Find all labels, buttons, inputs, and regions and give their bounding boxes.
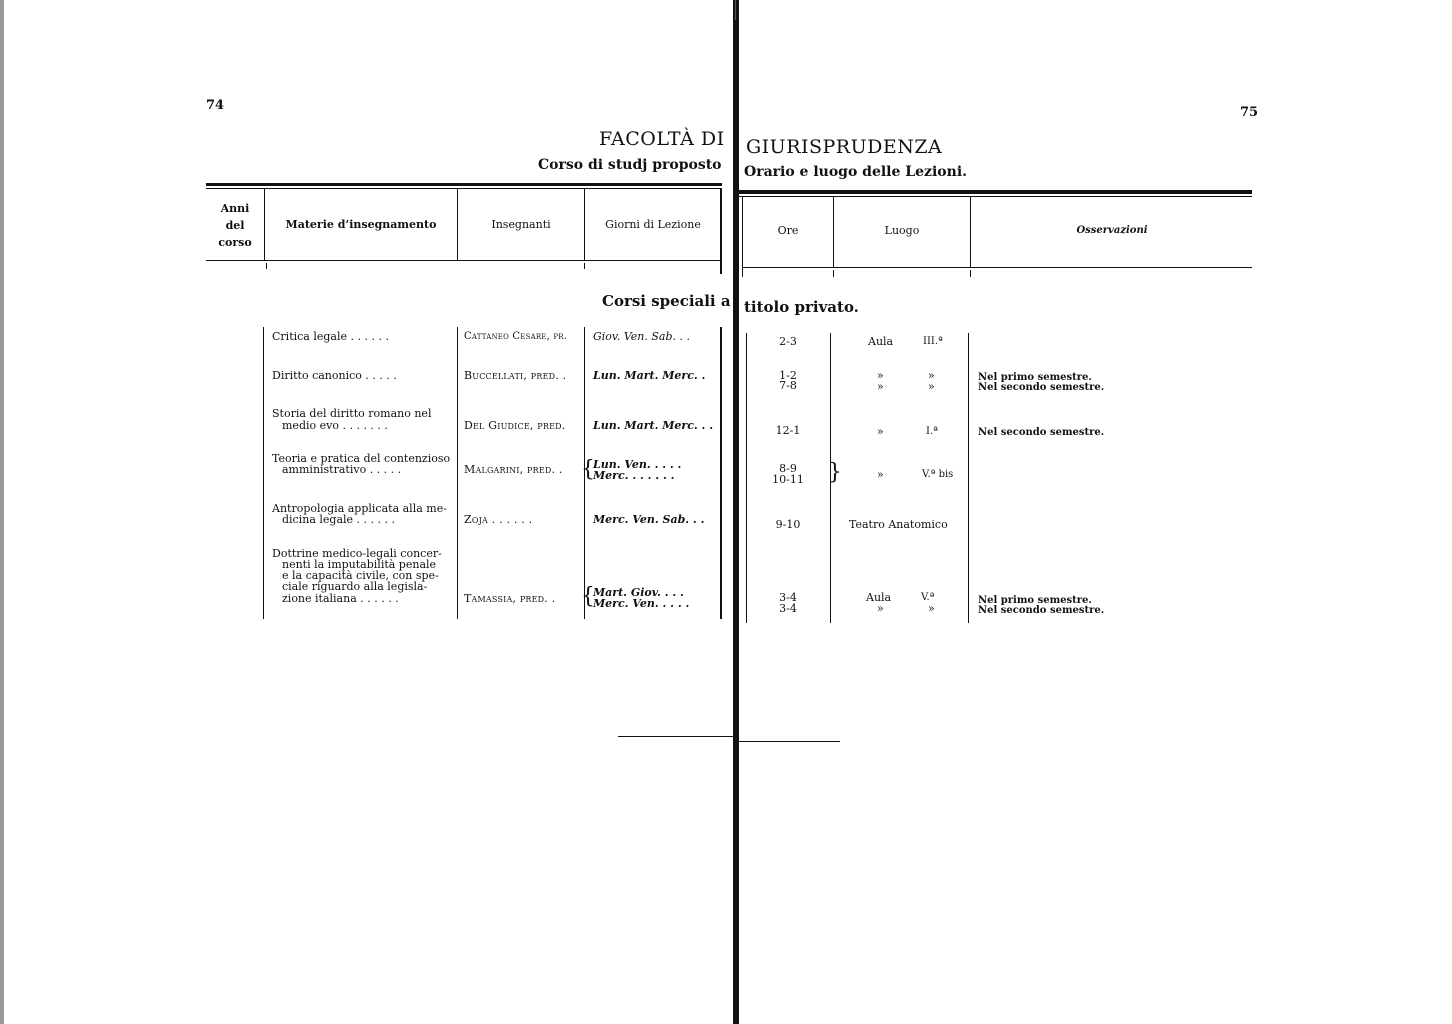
row-materia: Diritto canonico . . . . . [272, 369, 397, 382]
title-right: GIURISPRUDENZA [746, 136, 943, 158]
row-materia: Critica legale . . . . . . [272, 330, 389, 343]
row-materia: Antropologia applicata alla me- [272, 502, 447, 515]
row-osservazioni: Nel primo semestre. [978, 372, 1092, 383]
row-luogo: Teatro Anatomico [849, 518, 948, 531]
header-osservazioni: Osservazioni [1076, 225, 1148, 236]
title-left: FACOLTÀ DI [599, 128, 725, 150]
row-materia: nenti la imputabilità penale [282, 558, 437, 571]
header-bottom-rule-right [742, 267, 1252, 268]
subtitle-left: Corso di studj proposto [538, 157, 722, 173]
header-anni-line: del [225, 219, 245, 232]
row-ore: 3-4 [779, 591, 797, 604]
page-number-left: 74 [206, 98, 225, 113]
row-insegnante: Tamassia, pred. . [464, 592, 556, 605]
row-materia: dicina legale . . . . . . [282, 513, 395, 526]
body-col-sep [263, 327, 264, 619]
row-insegnante: Malgarini, pred. . [464, 463, 563, 476]
bottom-rule-left [618, 736, 736, 737]
row-materia: Storia del diritto romano nel [272, 407, 432, 420]
body-col-sep [746, 333, 747, 623]
subtitle-right: Orario e luogo delle Lezioni. [744, 164, 968, 180]
header-anni [208, 200, 262, 251]
header-anni-line: Anni [220, 202, 250, 215]
col-sep [970, 197, 971, 267]
col-sep [457, 189, 458, 260]
row-giorni: Mart. Giov. . . . [593, 586, 684, 599]
row-ore: 2-3 [779, 335, 797, 348]
top-rule-thick-right [738, 190, 1252, 194]
row-giorni: Lun. Ven. . . . . [593, 458, 682, 471]
row-giorni: Giov. Ven. Sab. . . [593, 330, 690, 343]
row-giorni: Lun. Mart. Merc. . . [593, 419, 714, 432]
row-luogo: III.ª [923, 336, 943, 347]
top-rule-thin-left [206, 188, 722, 189]
row-giorni: Lun. Mart. Merc. . [593, 369, 706, 382]
body-col-sep [457, 327, 458, 619]
row-luogo: » [877, 369, 884, 382]
col-sep [742, 197, 743, 277]
tick [584, 263, 585, 269]
row-luogo: Aula [868, 335, 894, 348]
top-rule-thin-right [738, 196, 1252, 197]
bottom-rule-right [736, 741, 840, 742]
row-insegnante: Cattaneo Cesare, pr. [464, 331, 568, 342]
page-number-right: 75 [1240, 105, 1259, 120]
col-sep [720, 189, 722, 274]
row-materia: Dottrine medico-legali concer- [272, 547, 442, 560]
row-ore: 12-1 [775, 424, 801, 437]
brace: { [581, 584, 595, 609]
row-materia: medio evo . . . . . . . [282, 419, 388, 432]
row-osservazioni: Nel secondo semestre. [978, 427, 1105, 438]
row-luogo: Aula [866, 591, 892, 604]
row-luogo: V.ª [921, 592, 935, 603]
row-luogo: » [877, 380, 884, 393]
tick [833, 270, 834, 277]
row-luogo: I.ª [926, 426, 938, 437]
header-luogo: Luogo [884, 224, 920, 237]
row-ore: 7-8 [779, 379, 797, 392]
row-ore: 10-11 [772, 473, 804, 486]
tick [970, 270, 971, 277]
col-sep [584, 189, 585, 260]
section-heading-right: titolo privato. [744, 298, 859, 316]
row-ore: 9-10 [775, 518, 801, 531]
body-col-sep [720, 327, 722, 619]
row-insegnante: Del Giudice, pred. [464, 419, 566, 432]
row-materia: Teoria e pratica del contenzioso [272, 452, 451, 465]
row-luogo: V.ª bis [922, 469, 954, 480]
row-ore: 1-2 [779, 369, 797, 382]
row-giorni: Merc. . . . . . . [593, 469, 675, 482]
header-insegnanti: Insegnanti [491, 218, 551, 231]
top-rule-thick-left [206, 183, 722, 186]
row-osservazioni: Nel secondo semestre. [978, 382, 1105, 393]
row-luogo: » [928, 602, 935, 615]
row-luogo: » [877, 468, 884, 481]
row-ore: 3-4 [779, 602, 797, 615]
header-bottom-rule-left [206, 260, 722, 261]
row-materia: e la capacità civile, con spe- [282, 569, 439, 582]
row-luogo: » [877, 602, 884, 615]
section-heading-left: Corsi speciali a [602, 292, 731, 310]
body-col-sep [968, 333, 969, 623]
header-giorni: Giorni di Lezione [605, 218, 701, 231]
tick [266, 263, 267, 269]
row-ore: 8-9 [779, 462, 797, 475]
header-materie: Materie d’insegnamento [285, 218, 437, 231]
brace: { [581, 457, 595, 482]
gutter-line [733, 0, 739, 1024]
col-sep [833, 197, 834, 267]
row-giorni: Merc. Ven. Sab. . . [593, 513, 705, 526]
gutter-line-upper [735, 0, 736, 20]
row-materia: amministrativo . . . . . [282, 463, 402, 476]
row-luogo: » [928, 380, 935, 393]
row-materia: ciale riguardo alla legisla- [282, 580, 428, 593]
row-insegnante: Zoja . . . . . . [464, 513, 533, 526]
header-anni-line: corso [218, 236, 252, 249]
brace: } [828, 460, 842, 485]
row-osservazioni: Nel primo semestre. [978, 595, 1092, 606]
row-insegnante: Buccellati, pred. . [464, 369, 567, 382]
row-luogo: » [928, 369, 935, 382]
left-scan-edge [0, 0, 4, 1024]
row-materia: zione italiana . . . . . . [282, 592, 399, 605]
header-ore: Ore [777, 224, 799, 237]
row-luogo: » [877, 425, 884, 438]
row-osservazioni: Nel secondo semestre. [978, 605, 1105, 616]
row-giorni: Merc. Ven. . . . . [593, 597, 690, 610]
col-sep [264, 189, 265, 260]
